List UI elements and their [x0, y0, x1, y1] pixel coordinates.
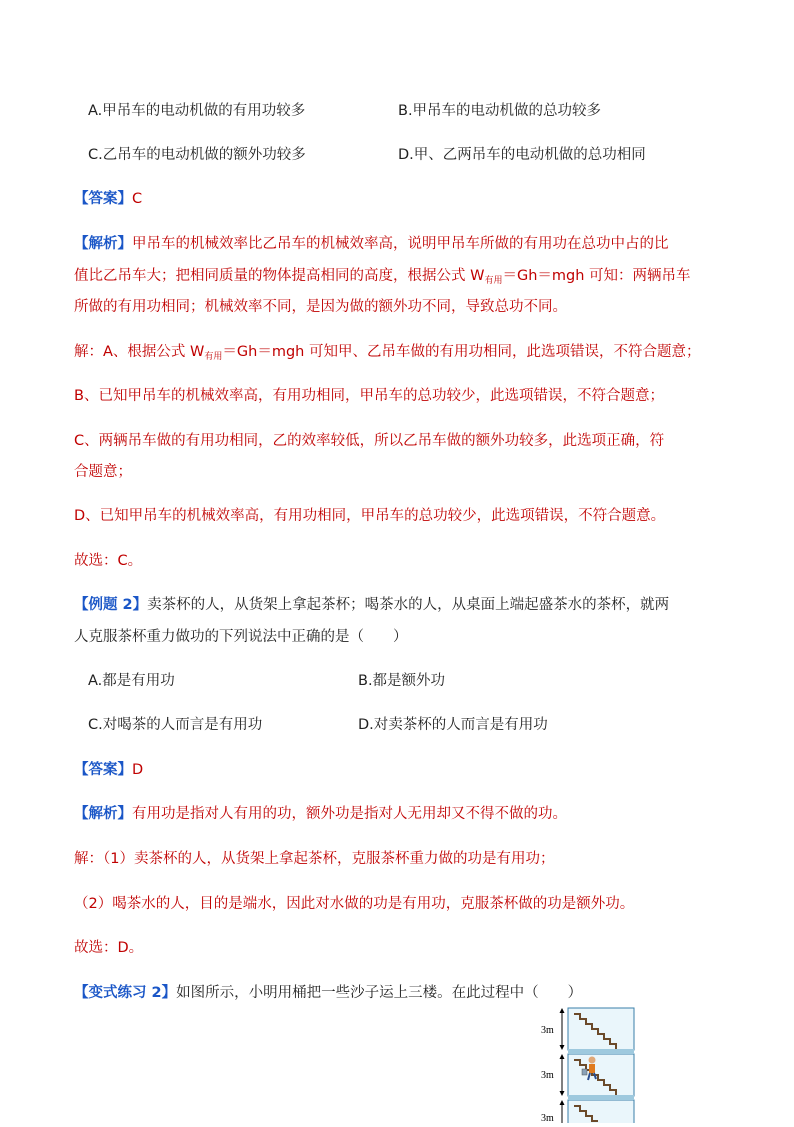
height-label-2: 3m [541, 1070, 554, 1081]
person-head [589, 1057, 596, 1064]
analysis-text-post: ＝Gh＝mgh 可知：两辆吊车 [502, 268, 691, 284]
q1-analysis-line-1 [74, 233, 669, 255]
q1-analysis-line-2 [74, 265, 691, 292]
q1-solution-c-2: 合题意； [74, 464, 132, 480]
height-label-3: 3m [541, 1113, 554, 1123]
q2-solution-2: （2）喝茶水的人，目的是端水，因此对水做的功是有用功，克服茶杯做的功是额外功。 [74, 896, 635, 912]
q2-stem-text: 卖茶杯的人，从货架上拿起茶杯；喝茶水的人，从桌面上端起盛茶水的茶杯，就两 [147, 597, 670, 613]
solution-a-post: ＝Gh＝mgh 可知甲、乙吊车做的有用功相同，此选项错误，不符合题意； [222, 344, 701, 360]
answer-label: 【答案】 [74, 191, 132, 207]
q3-stem-text: 如图所示，小明用桶把一些沙子运上三楼。在此过程中（ ） [176, 985, 583, 1001]
height-label-1: 3m [541, 1025, 554, 1036]
solution-a-pre: 解：A、根据公式 W [74, 344, 205, 360]
q1-option-c: C.乙吊车的电动机做的额外功较多 [88, 147, 306, 163]
q1-solution-a [74, 341, 700, 368]
q2-answer [74, 759, 143, 781]
q1-option-b: B.甲吊车的电动机做的总功较多 [398, 103, 602, 119]
q2-stem-line-2: 人克服茶杯重力做功的下列说法中正确的是（ ） [74, 629, 408, 645]
bucket-icon [582, 1069, 587, 1075]
analysis-text: 甲吊车的机械效率比乙吊车的机械效率高，说明甲吊车所做的有用功在总功中占的比 [132, 236, 669, 252]
q2-option-b: B.都是额外功 [358, 673, 446, 689]
q1-analysis-line-3: 所做的有用功相同；机械效率不同，是因为做的额外功不同，导致总功不同。 [74, 299, 567, 315]
analysis-text: 有用功是指对人有用的功，额外功是指对人无用却又不得不做的功。 [132, 806, 567, 822]
q1-option-a: A.甲吊车的电动机做的有用功较多 [88, 103, 306, 119]
subscript-useful-2: 有用 [204, 352, 223, 362]
q2-stem-line-1 [74, 594, 669, 616]
q2-analysis [74, 803, 567, 825]
q1-choose: 故选：C。 [74, 553, 143, 569]
q3-stem [74, 982, 582, 1004]
q1-solution-d: D、已知甲吊车的机械效率高，有用功相同，甲吊车的总功较少，此选项错误，不符合题意。 [74, 508, 666, 524]
analysis-label: 【解析】 [74, 236, 132, 252]
q1-solution-b: B、已知甲吊车的机械效率高，有用功相同，甲吊车的总功较少，此选项错误，不符合题意； [74, 388, 664, 404]
q2-option-d: D.对卖茶杯的人而言是有用功 [358, 717, 548, 733]
q2-option-c: C.对喝茶的人而言是有用功 [88, 717, 263, 733]
q1-answer [74, 188, 142, 210]
answer-value: C [132, 191, 143, 207]
q2-option-a: A.都是有用功 [88, 673, 175, 689]
q1-option-d: D.甲、乙两吊车的电动机做的总功相同 [398, 147, 646, 163]
answer-label: 【答案】 [74, 762, 132, 778]
stairs-figure [538, 1006, 638, 1123]
variant-label: 【变式练习 2】 [74, 985, 177, 1001]
subscript-useful: 有用 [484, 276, 503, 286]
example-label: 【例题 2】 [74, 597, 148, 613]
answer-value: D [132, 762, 144, 778]
q2-choose: 故选：D。 [74, 940, 144, 956]
stairs-illustration [538, 1006, 638, 1123]
q1-solution-c-1: C、两辆吊车做的有用功相同，乙的效率较低，所以乙吊车做的额外功较多，此选项正确，符 [74, 433, 665, 449]
q2-solution-1: 解：（1）卖茶杯的人，从货架上拿起茶杯，克服茶杯重力做的功是有用功； [74, 851, 555, 867]
analysis-text-pre: 值比乙吊车大；把相同质量的物体提高相同的高度，根据公式 W [74, 268, 485, 284]
analysis-label: 【解析】 [74, 806, 132, 822]
